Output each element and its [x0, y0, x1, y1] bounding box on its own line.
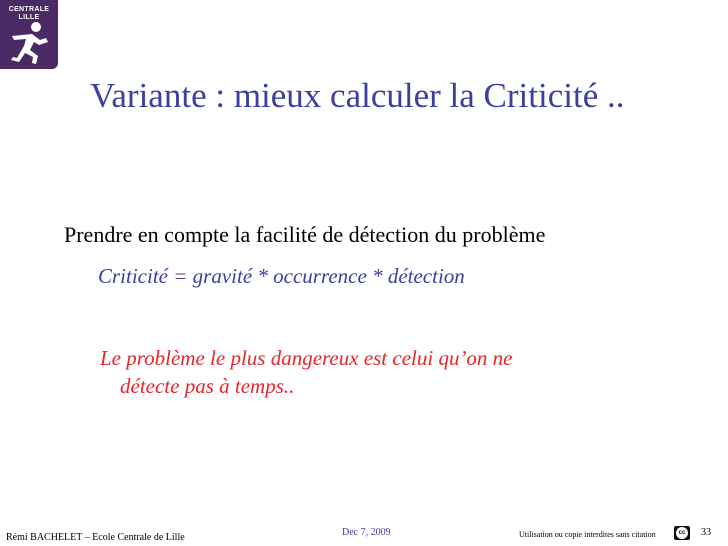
footer-rights-notice: Utilisation ou copie interdites sans citation — [519, 530, 656, 539]
footer-author: Rémi BACHELET – Ecole Centrale de Lille — [6, 532, 185, 543]
key-quote — [100, 344, 690, 400]
logo-line-2: LILLE — [18, 14, 40, 21]
slide-title: Variante : mieux calculer la Criticité .. — [90, 76, 625, 115]
page-number: 33 — [701, 527, 711, 538]
cc-icon-text: cc — [676, 527, 688, 539]
bullet-detection: Prendre en compte la facilité de détection du problème — [64, 222, 546, 247]
running-figure-icon — [6, 20, 52, 66]
logo-line-1: CENTRALE — [8, 6, 50, 13]
criticity-formula: Criticité = gravité * occurrence * détection — [98, 264, 465, 288]
centrale-lille-logo — [0, 0, 58, 69]
creative-commons-icon — [674, 526, 690, 540]
quote-line-2: détecte pas à temps.. — [120, 374, 295, 398]
quote-line-1: Le problème le plus dangereux est celui qu’on ne — [100, 346, 513, 370]
footer-date: Dec 7, 2009 — [342, 527, 391, 538]
